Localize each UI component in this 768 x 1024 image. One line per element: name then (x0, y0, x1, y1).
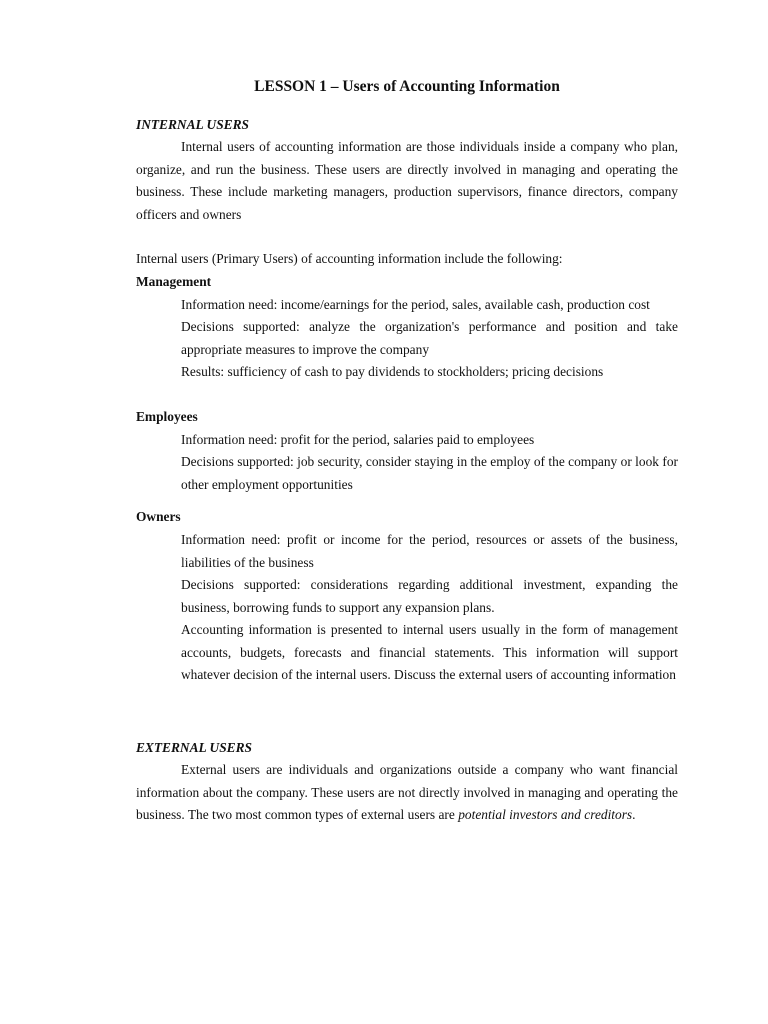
owners-heading: Owners (136, 509, 181, 525)
document-body (136, 76, 678, 827)
spacer (136, 226, 678, 248)
internal-users-heading: INTERNAL USERS (136, 117, 249, 132)
management-item: Results: sufficiency of cash to pay dividends to stockholders; pricing decisions (181, 364, 604, 380)
external-intro-end: . (632, 807, 636, 823)
external-intro-text: External users are individuals and organizations outside a company who want financial information about the company. These users are not directly involved in managing and operating the business. The two most common types of external users are (136, 762, 678, 823)
external-intro-emphasis: potential investors and creditors (458, 807, 633, 823)
spacer (136, 687, 678, 737)
owners-item: Decisions supported: considerations regarding additional investment, expanding the business, borrowing funds to support any expansion plans. (181, 577, 678, 615)
owners-item: Accounting information is presented to internal users usually in the form of management accounts, budgets, forecasts and financial statements. This information will support whatever decision of the internal users. Discuss the external users of accounting information (181, 622, 678, 683)
management-item: Information need: income/earnings for the period, sales, available cash, production cost (181, 296, 650, 312)
internal-users-intro: Internal users of accounting information are those individuals inside a company who plan, organize, and run the business. These users are directly involved in managing and operating the business. These include marketing managers, production supervisors, finance directors, company officers and owners (136, 139, 678, 222)
spacer (136, 384, 678, 406)
spacer (136, 496, 678, 506)
external-users-intro (136, 759, 678, 827)
management-item: Decisions supported: analyze the organization's performance and position and take appropriate measures to improve the company (181, 319, 678, 357)
page-title: LESSON 1 – Users of Accounting Information (254, 78, 560, 95)
external-users-heading: EXTERNAL USERS (136, 740, 252, 756)
employees-item: Decisions supported: job security, consider staying in the employ of the company or look for other employment opportunities (181, 454, 678, 492)
owners-item: Information need: profit or income for the period, resources or assets of the business, liabilities of the business (181, 531, 678, 570)
employees-heading: Employees (136, 408, 198, 424)
primary-users-line: Internal users (Primary Users) of accounting information include the following: (136, 251, 563, 267)
employees-item: Information need: profit for the period, salaries paid to employees (181, 431, 535, 447)
management-heading: Management (136, 273, 212, 289)
